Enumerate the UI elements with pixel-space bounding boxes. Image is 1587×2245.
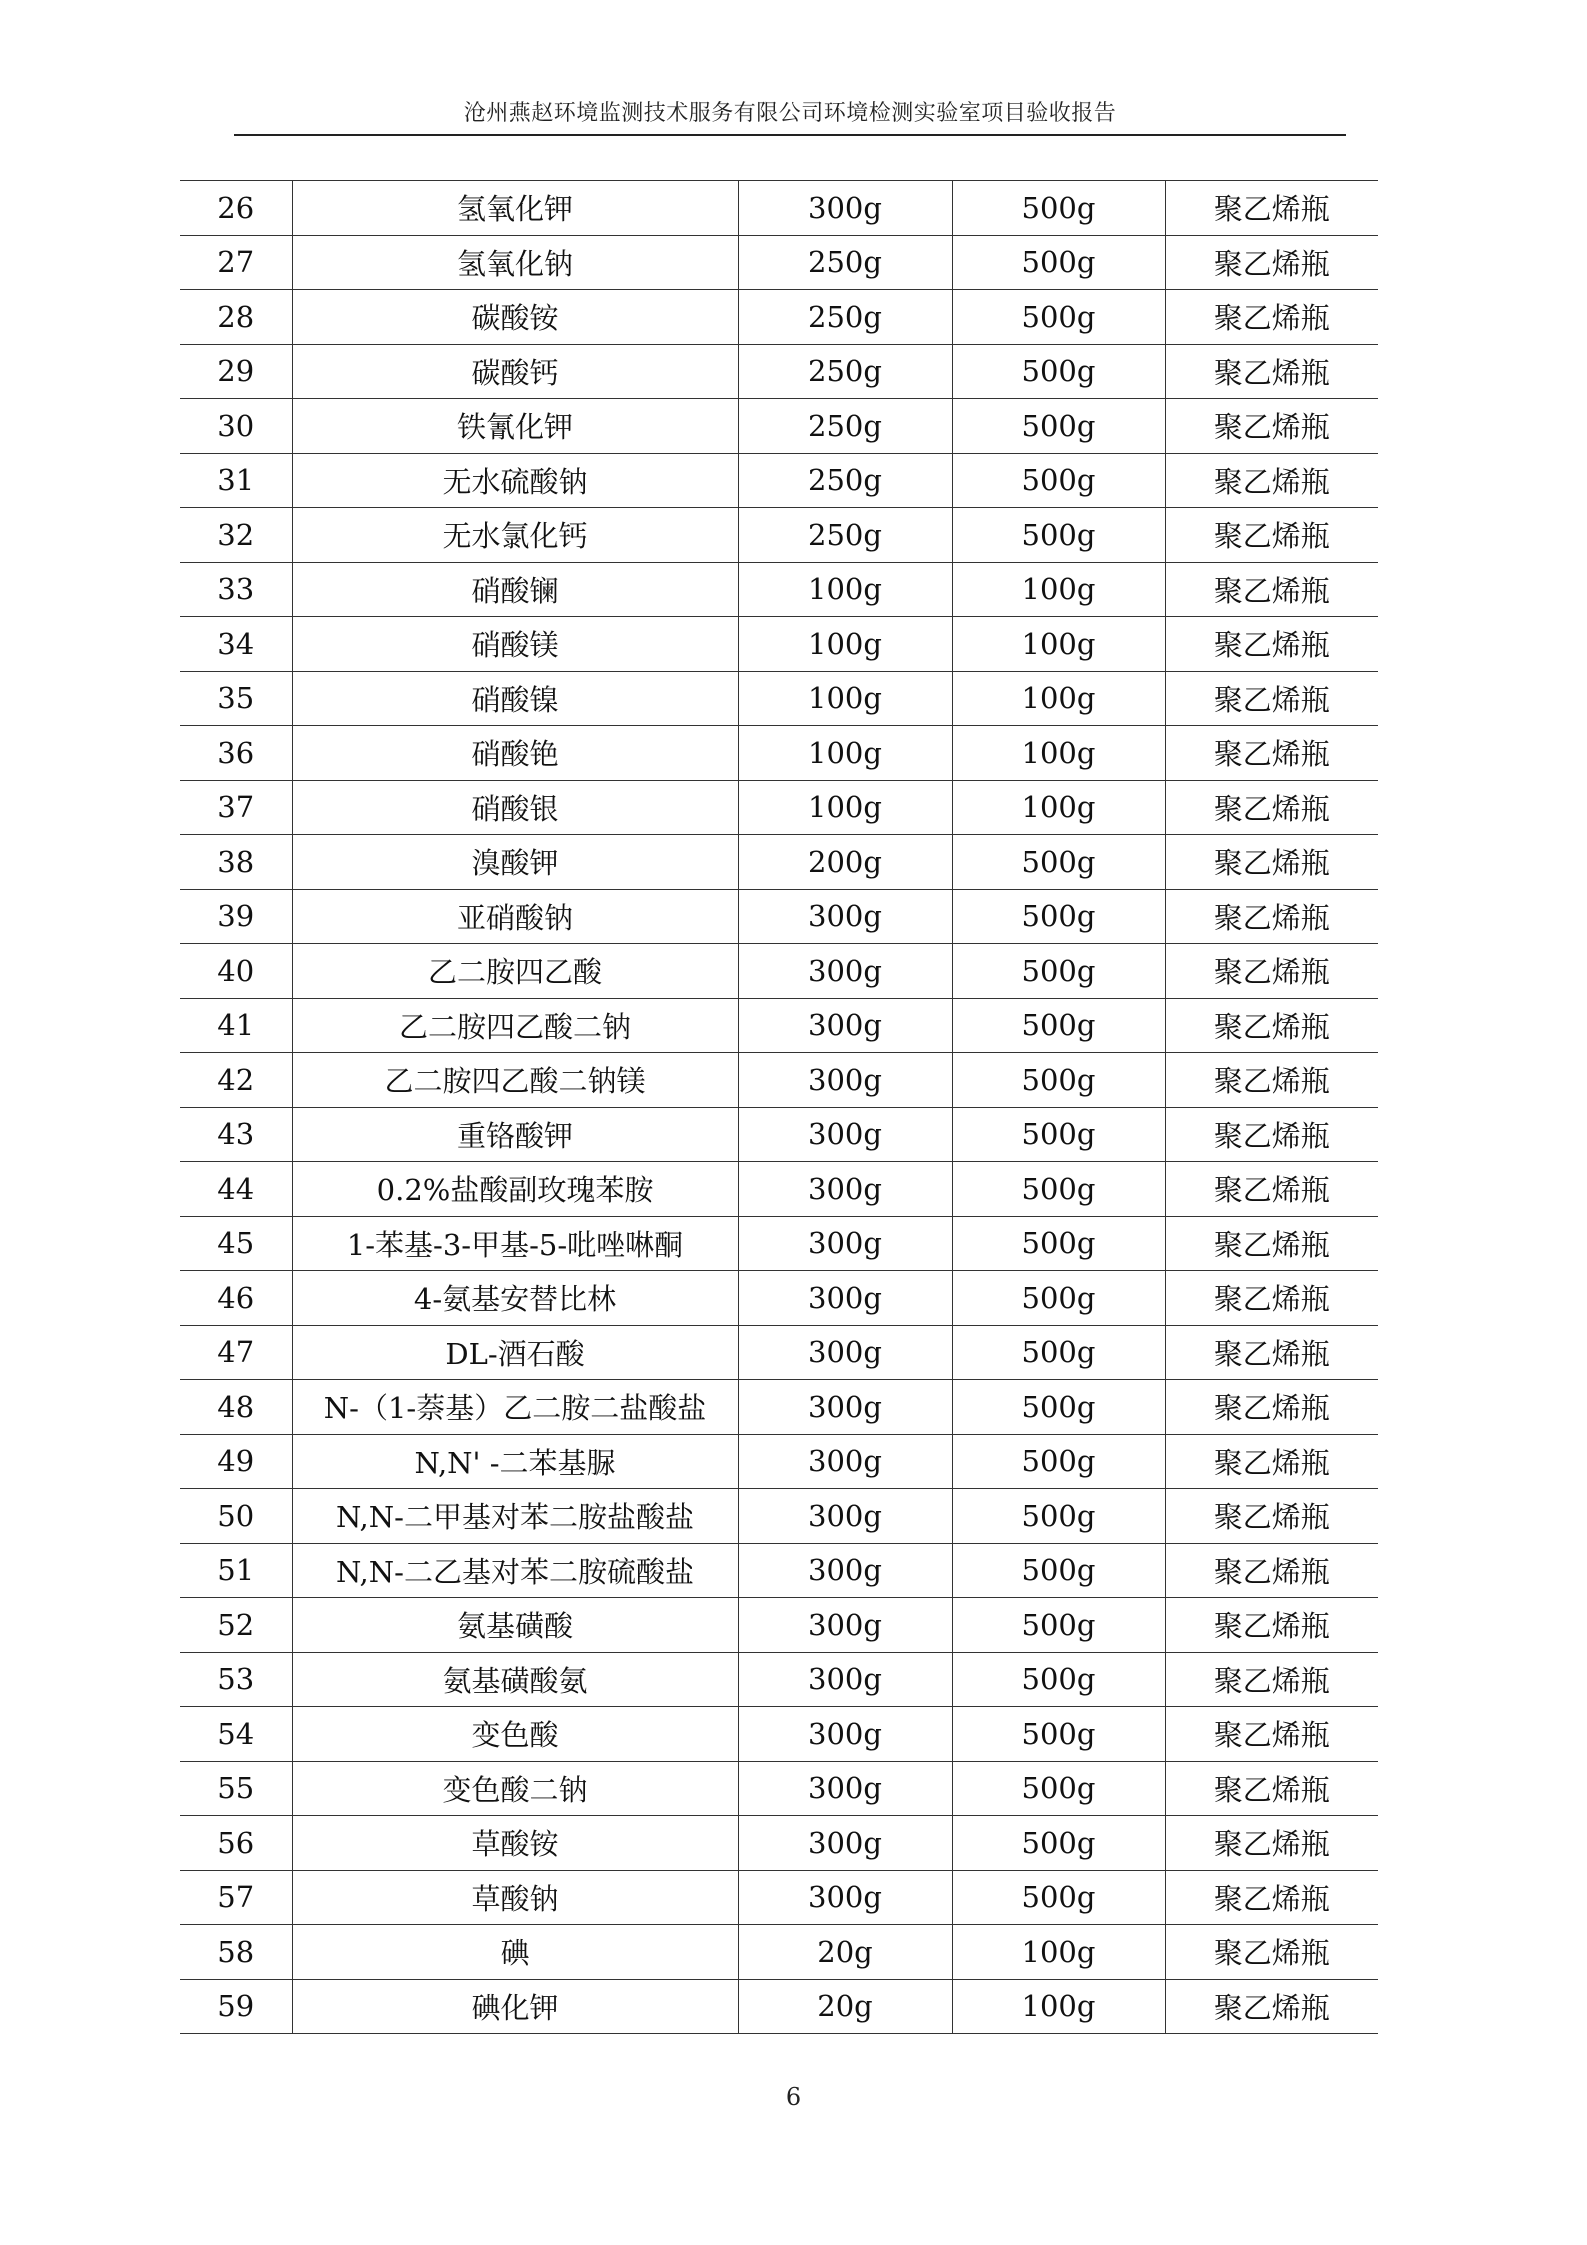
spec-cell: 500g xyxy=(952,889,1165,944)
spec-cell: 500g xyxy=(952,1761,1165,1816)
reagent-name-cell: 碘 xyxy=(292,1925,738,1980)
spec-cell: 100g xyxy=(952,726,1165,781)
spec-cell: 500g xyxy=(952,1652,1165,1707)
spec-cell: 500g xyxy=(952,998,1165,1053)
quantity-cell: 200g xyxy=(738,835,952,890)
reagent-name-cell: DL-酒石酸 xyxy=(292,1325,738,1380)
spec-cell: 500g xyxy=(952,290,1165,345)
container-cell: 聚乙烯瓶 xyxy=(1165,1053,1378,1108)
table-row xyxy=(180,1598,1378,1653)
container-cell: 聚乙烯瓶 xyxy=(1165,1489,1378,1544)
table-row xyxy=(180,1216,1378,1271)
row-number-cell: 58 xyxy=(180,1925,292,1980)
spec-cell: 500g xyxy=(952,1271,1165,1326)
quantity-cell: 250g xyxy=(738,290,952,345)
spec-cell: 100g xyxy=(952,671,1165,726)
row-number-cell: 35 xyxy=(180,671,292,726)
reagent-name-cell: 重铬酸钾 xyxy=(292,1107,738,1162)
table-row xyxy=(180,1707,1378,1762)
table-row xyxy=(180,399,1378,454)
reagent-name-cell: 硝酸镁 xyxy=(292,617,738,672)
table-row xyxy=(180,1761,1378,1816)
reagent-name-cell: 氨基磺酸 xyxy=(292,1598,738,1653)
table-row xyxy=(180,453,1378,508)
page-number: 6 xyxy=(785,2083,802,2111)
quantity-cell: 300g xyxy=(738,1216,952,1271)
reagent-table-body xyxy=(180,181,1378,2034)
row-number-cell: 43 xyxy=(180,1107,292,1162)
reagent-name-cell: 氨基磺酸氨 xyxy=(292,1652,738,1707)
container-cell: 聚乙烯瓶 xyxy=(1165,617,1378,672)
quantity-cell: 300g xyxy=(738,1707,952,1762)
container-cell: 聚乙烯瓶 xyxy=(1165,1107,1378,1162)
spec-cell: 500g xyxy=(952,1870,1165,1925)
row-number-cell: 36 xyxy=(180,726,292,781)
reagent-name-cell: 溴酸钾 xyxy=(292,835,738,890)
table-row xyxy=(180,1162,1378,1217)
reagent-name-cell: 草酸铵 xyxy=(292,1816,738,1871)
reagent-name-cell: 碘化钾 xyxy=(292,1979,738,2034)
row-number-cell: 29 xyxy=(180,344,292,399)
container-cell: 聚乙烯瓶 xyxy=(1165,508,1378,563)
row-number-cell: 37 xyxy=(180,780,292,835)
reagent-name-cell: 变色酸 xyxy=(292,1707,738,1762)
container-cell: 聚乙烯瓶 xyxy=(1165,1707,1378,1762)
container-cell: 聚乙烯瓶 xyxy=(1165,453,1378,508)
quantity-cell: 300g xyxy=(738,1053,952,1108)
table-row xyxy=(180,181,1378,236)
row-number-cell: 27 xyxy=(180,235,292,290)
container-cell: 聚乙烯瓶 xyxy=(1165,290,1378,345)
reagent-name-cell: 无水硫酸钠 xyxy=(292,453,738,508)
table-row xyxy=(180,1325,1378,1380)
spec-cell: 500g xyxy=(952,1434,1165,1489)
spec-cell: 500g xyxy=(952,1707,1165,1762)
spec-cell: 500g xyxy=(952,1162,1165,1217)
table-row xyxy=(180,290,1378,345)
row-number-cell: 59 xyxy=(180,1979,292,2034)
reagent-name-cell: 硝酸镍 xyxy=(292,671,738,726)
spec-cell: 500g xyxy=(952,399,1165,454)
row-number-cell: 28 xyxy=(180,290,292,345)
quantity-cell: 100g xyxy=(738,617,952,672)
quantity-cell: 300g xyxy=(738,1380,952,1435)
quantity-cell: 250g xyxy=(738,399,952,454)
row-number-cell: 40 xyxy=(180,944,292,999)
row-number-cell: 47 xyxy=(180,1325,292,1380)
container-cell: 聚乙烯瓶 xyxy=(1165,1979,1378,2034)
table-row xyxy=(180,944,1378,999)
table-row xyxy=(180,1053,1378,1108)
reagent-name-cell: N-（1-萘基）乙二胺二盐酸盐 xyxy=(292,1380,738,1435)
row-number-cell: 52 xyxy=(180,1598,292,1653)
quantity-cell: 300g xyxy=(738,1325,952,1380)
container-cell: 聚乙烯瓶 xyxy=(1165,344,1378,399)
table-row xyxy=(180,1434,1378,1489)
table-row xyxy=(180,1652,1378,1707)
row-number-cell: 30 xyxy=(180,399,292,454)
container-cell: 聚乙烯瓶 xyxy=(1165,1434,1378,1489)
spec-cell: 100g xyxy=(952,562,1165,617)
spec-cell: 500g xyxy=(952,1053,1165,1108)
row-number-cell: 48 xyxy=(180,1380,292,1435)
spec-cell: 500g xyxy=(952,1816,1165,1871)
table-row xyxy=(180,726,1378,781)
row-number-cell: 31 xyxy=(180,453,292,508)
row-number-cell: 56 xyxy=(180,1816,292,1871)
reagent-name-cell: 乙二胺四乙酸二钠镁 xyxy=(292,1053,738,1108)
container-cell: 聚乙烯瓶 xyxy=(1165,399,1378,454)
container-cell: 聚乙烯瓶 xyxy=(1165,726,1378,781)
quantity-cell: 250g xyxy=(738,508,952,563)
container-cell: 聚乙烯瓶 xyxy=(1165,562,1378,617)
spec-cell: 500g xyxy=(952,181,1165,236)
table-row xyxy=(180,998,1378,1053)
reagent-name-cell: 铁氰化钾 xyxy=(292,399,738,454)
container-cell: 聚乙烯瓶 xyxy=(1165,235,1378,290)
reagent-name-cell: 乙二胺四乙酸二钠 xyxy=(292,998,738,1053)
reagent-name-cell: N,N' -二苯基脲 xyxy=(292,1434,738,1489)
table-row xyxy=(180,1489,1378,1544)
quantity-cell: 300g xyxy=(738,944,952,999)
row-number-cell: 41 xyxy=(180,998,292,1053)
spec-cell: 500g xyxy=(952,1216,1165,1271)
quantity-cell: 100g xyxy=(738,562,952,617)
spec-cell: 500g xyxy=(952,835,1165,890)
quantity-cell: 300g xyxy=(738,1652,952,1707)
spec-cell: 500g xyxy=(952,1380,1165,1435)
reagent-name-cell: 硝酸镧 xyxy=(292,562,738,617)
container-cell: 聚乙烯瓶 xyxy=(1165,998,1378,1053)
row-number-cell: 33 xyxy=(180,562,292,617)
container-cell: 聚乙烯瓶 xyxy=(1165,671,1378,726)
spec-cell: 100g xyxy=(952,1925,1165,1980)
row-number-cell: 44 xyxy=(180,1162,292,1217)
row-number-cell: 54 xyxy=(180,1707,292,1762)
quantity-cell: 300g xyxy=(738,1870,952,1925)
row-number-cell: 53 xyxy=(180,1652,292,1707)
quantity-cell: 300g xyxy=(738,1489,952,1544)
container-cell: 聚乙烯瓶 xyxy=(1165,181,1378,236)
table-row xyxy=(180,671,1378,726)
container-cell: 聚乙烯瓶 xyxy=(1165,1380,1378,1435)
reagent-name-cell: 碳酸铵 xyxy=(292,290,738,345)
reagent-name-cell: N,N-二甲基对苯二胺盐酸盐 xyxy=(292,1489,738,1544)
page-header-title: 沧州燕赵环境监测技术服务有限公司环境检测实验室项目验收报告 xyxy=(463,101,1117,126)
spec-cell: 100g xyxy=(952,1979,1165,2034)
row-number-cell: 50 xyxy=(180,1489,292,1544)
row-number-cell: 49 xyxy=(180,1434,292,1489)
reagent-name-cell: 硝酸铯 xyxy=(292,726,738,781)
quantity-cell: 300g xyxy=(738,1598,952,1653)
container-cell: 聚乙烯瓶 xyxy=(1165,1543,1378,1598)
spec-cell: 500g xyxy=(952,344,1165,399)
row-number-cell: 26 xyxy=(180,181,292,236)
table-row xyxy=(180,1543,1378,1598)
quantity-cell: 250g xyxy=(738,453,952,508)
spec-cell: 500g xyxy=(952,1107,1165,1162)
reagent-name-cell: 乙二胺四乙酸 xyxy=(292,944,738,999)
row-number-cell: 34 xyxy=(180,617,292,672)
quantity-cell: 300g xyxy=(738,889,952,944)
container-cell: 聚乙烯瓶 xyxy=(1165,1925,1378,1980)
row-number-cell: 55 xyxy=(180,1761,292,1816)
quantity-cell: 300g xyxy=(738,998,952,1053)
table-row xyxy=(180,508,1378,563)
quantity-cell: 20g xyxy=(738,1925,952,1980)
reagent-name-cell: 4-氨基安替比林 xyxy=(292,1271,738,1326)
spec-cell: 500g xyxy=(952,508,1165,563)
container-cell: 聚乙烯瓶 xyxy=(1165,944,1378,999)
quantity-cell: 300g xyxy=(738,1434,952,1489)
spec-cell: 100g xyxy=(952,780,1165,835)
reagent-name-cell: 碳酸钙 xyxy=(292,344,738,399)
quantity-cell: 300g xyxy=(738,1543,952,1598)
container-cell: 聚乙烯瓶 xyxy=(1165,780,1378,835)
reagent-name-cell: 1-苯基-3-甲基-5-吡唑啉酮 xyxy=(292,1216,738,1271)
row-number-cell: 45 xyxy=(180,1216,292,1271)
container-cell: 聚乙烯瓶 xyxy=(1165,1816,1378,1871)
table-row xyxy=(180,1979,1378,2034)
quantity-cell: 300g xyxy=(738,181,952,236)
quantity-cell: 100g xyxy=(738,671,952,726)
reagent-table-container xyxy=(180,180,1378,2034)
row-number-cell: 32 xyxy=(180,508,292,563)
spec-cell: 500g xyxy=(952,1598,1165,1653)
reagent-name-cell: 草酸钠 xyxy=(292,1870,738,1925)
container-cell: 聚乙烯瓶 xyxy=(1165,1598,1378,1653)
reagent-name-cell: 0.2%盐酸副玫瑰苯胺 xyxy=(292,1162,738,1217)
spec-cell: 500g xyxy=(952,1543,1165,1598)
table-row xyxy=(180,889,1378,944)
table-row xyxy=(180,780,1378,835)
table-row xyxy=(180,1870,1378,1925)
quantity-cell: 100g xyxy=(738,780,952,835)
table-row xyxy=(180,235,1378,290)
row-number-cell: 38 xyxy=(180,835,292,890)
reagent-name-cell: 亚硝酸钠 xyxy=(292,889,738,944)
reagent-name-cell: N,N-二乙基对苯二胺硫酸盐 xyxy=(292,1543,738,1598)
container-cell: 聚乙烯瓶 xyxy=(1165,889,1378,944)
header-divider xyxy=(234,134,1346,136)
spec-cell: 500g xyxy=(952,453,1165,508)
spec-cell: 500g xyxy=(952,1325,1165,1380)
spec-cell: 500g xyxy=(952,1489,1165,1544)
reagent-name-cell: 硝酸银 xyxy=(292,780,738,835)
container-cell: 聚乙烯瓶 xyxy=(1165,1162,1378,1217)
quantity-cell: 250g xyxy=(738,235,952,290)
container-cell: 聚乙烯瓶 xyxy=(1165,1216,1378,1271)
row-number-cell: 51 xyxy=(180,1543,292,1598)
container-cell: 聚乙烯瓶 xyxy=(1165,1761,1378,1816)
spec-cell: 500g xyxy=(952,235,1165,290)
container-cell: 聚乙烯瓶 xyxy=(1165,1325,1378,1380)
table-row xyxy=(180,1380,1378,1435)
container-cell: 聚乙烯瓶 xyxy=(1165,1271,1378,1326)
row-number-cell: 39 xyxy=(180,889,292,944)
table-row xyxy=(180,835,1378,890)
container-cell: 聚乙烯瓶 xyxy=(1165,1870,1378,1925)
reagent-table xyxy=(180,180,1378,2034)
container-cell: 聚乙烯瓶 xyxy=(1165,835,1378,890)
reagent-name-cell: 无水氯化钙 xyxy=(292,508,738,563)
table-row xyxy=(180,617,1378,672)
quantity-cell: 250g xyxy=(738,344,952,399)
reagent-name-cell: 氢氧化钠 xyxy=(292,235,738,290)
table-row xyxy=(180,1271,1378,1326)
quantity-cell: 300g xyxy=(738,1271,952,1326)
row-number-cell: 46 xyxy=(180,1271,292,1326)
container-cell: 聚乙烯瓶 xyxy=(1165,1652,1378,1707)
quantity-cell: 300g xyxy=(738,1761,952,1816)
quantity-cell: 20g xyxy=(738,1979,952,2034)
table-row xyxy=(180,1816,1378,1871)
row-number-cell: 42 xyxy=(180,1053,292,1108)
reagent-name-cell: 氢氧化钾 xyxy=(292,181,738,236)
quantity-cell: 300g xyxy=(738,1816,952,1871)
quantity-cell: 100g xyxy=(738,726,952,781)
spec-cell: 100g xyxy=(952,617,1165,672)
spec-cell: 500g xyxy=(952,944,1165,999)
table-row xyxy=(180,562,1378,617)
table-row xyxy=(180,1925,1378,1980)
table-row xyxy=(180,344,1378,399)
reagent-name-cell: 变色酸二钠 xyxy=(292,1761,738,1816)
quantity-cell: 300g xyxy=(738,1107,952,1162)
table-row xyxy=(180,1107,1378,1162)
row-number-cell: 57 xyxy=(180,1870,292,1925)
quantity-cell: 300g xyxy=(738,1162,952,1217)
